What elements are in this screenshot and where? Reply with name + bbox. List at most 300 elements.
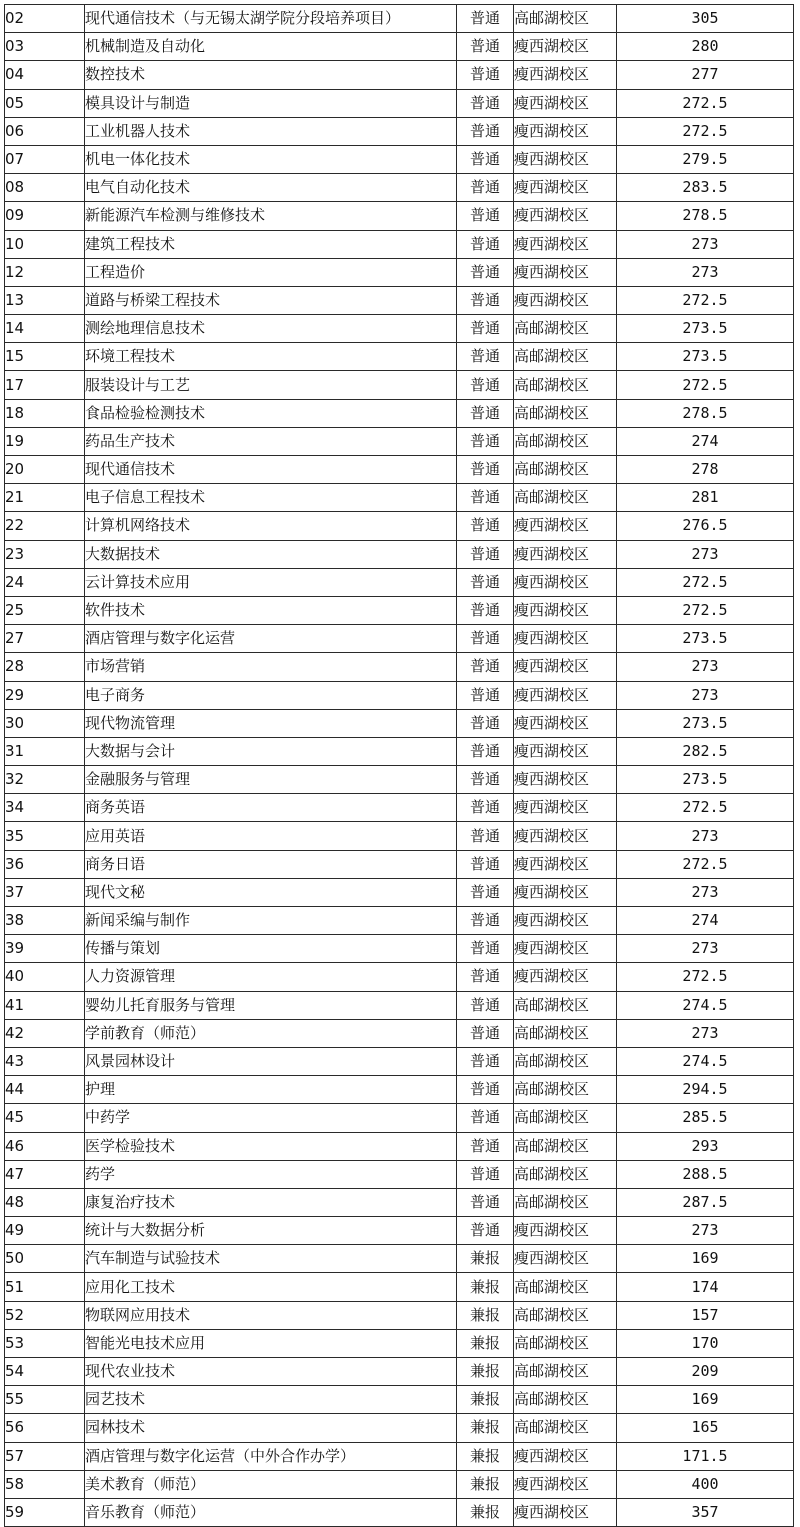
table-row: [5, 145, 794, 173]
admission-type-cell: 普通: [457, 117, 514, 145]
major-name-cell: 现代农业技术: [85, 1358, 457, 1386]
score-cell: 273.5: [617, 343, 794, 371]
admission-type-cell: 普通: [457, 681, 514, 709]
admission-type-cell: 普通: [457, 822, 514, 850]
campus-cell: 高邮湖校区: [514, 399, 617, 427]
campus-cell: 高邮湖校区: [514, 1047, 617, 1075]
major-code-cell: 41: [5, 991, 85, 1019]
score-cell: 272.5: [617, 568, 794, 596]
score-cell: 272.5: [617, 117, 794, 145]
admission-type-cell: 普通: [457, 512, 514, 540]
campus-cell: 高邮湖校区: [514, 1188, 617, 1216]
campus-cell: 瘦西湖校区: [514, 202, 617, 230]
campus-cell: 高邮湖校区: [514, 343, 617, 371]
table-body: [5, 5, 794, 1527]
table-row: [5, 681, 794, 709]
admission-type-cell: 普通: [457, 1132, 514, 1160]
campus-cell: 高邮湖校区: [514, 315, 617, 343]
admission-type-cell: 普通: [457, 343, 514, 371]
major-code-cell: 06: [5, 117, 85, 145]
table-row: [5, 315, 794, 343]
major-name-cell: 商务英语: [85, 794, 457, 822]
major-name-cell: 大数据与会计: [85, 737, 457, 765]
campus-cell: 高邮湖校区: [514, 1329, 617, 1357]
admission-type-cell: 兼报: [457, 1470, 514, 1498]
major-code-cell: 23: [5, 540, 85, 568]
table-row: [5, 1217, 794, 1245]
major-code-cell: 37: [5, 878, 85, 906]
score-cell: 272.5: [617, 794, 794, 822]
major-name-cell: 应用英语: [85, 822, 457, 850]
table-row: [5, 512, 794, 540]
major-name-cell: 中药学: [85, 1104, 457, 1132]
table-row: [5, 1470, 794, 1498]
major-name-cell: 物联网应用技术: [85, 1301, 457, 1329]
major-name-cell: 测绘地理信息技术: [85, 315, 457, 343]
major-code-cell: 42: [5, 1019, 85, 1047]
score-cell: 209: [617, 1358, 794, 1386]
major-name-cell: 现代物流管理: [85, 709, 457, 737]
major-name-cell: 数控技术: [85, 61, 457, 89]
major-name-cell: 机械制造及自动化: [85, 33, 457, 61]
major-name-cell: 食品检验检测技术: [85, 399, 457, 427]
campus-cell: 瘦西湖校区: [514, 89, 617, 117]
major-code-cell: 12: [5, 258, 85, 286]
campus-cell: 瘦西湖校区: [514, 117, 617, 145]
major-code-cell: 09: [5, 202, 85, 230]
campus-cell: 瘦西湖校区: [514, 766, 617, 794]
major-code-cell: 24: [5, 568, 85, 596]
campus-cell: 瘦西湖校区: [514, 258, 617, 286]
major-name-cell: 传播与策划: [85, 935, 457, 963]
score-cell: 278.5: [617, 202, 794, 230]
admission-type-cell: 兼报: [457, 1414, 514, 1442]
campus-cell: 高邮湖校区: [514, 1076, 617, 1104]
major-code-cell: 04: [5, 61, 85, 89]
major-code-cell: 43: [5, 1047, 85, 1075]
major-code-cell: 40: [5, 963, 85, 991]
table-row: [5, 371, 794, 399]
major-code-cell: 15: [5, 343, 85, 371]
table-row: [5, 794, 794, 822]
admission-type-cell: 普通: [457, 596, 514, 624]
score-cell: 169: [617, 1386, 794, 1414]
major-code-cell: 07: [5, 145, 85, 173]
major-code-cell: 44: [5, 1076, 85, 1104]
score-cell: 272.5: [617, 286, 794, 314]
major-code-cell: 32: [5, 766, 85, 794]
table-row: [5, 33, 794, 61]
major-name-cell: 环境工程技术: [85, 343, 457, 371]
major-code-cell: 54: [5, 1358, 85, 1386]
admission-type-cell: 兼报: [457, 1442, 514, 1470]
major-code-cell: 25: [5, 596, 85, 624]
major-name-cell: 美术教育（师范）: [85, 1470, 457, 1498]
major-name-cell: 计算机网络技术: [85, 512, 457, 540]
campus-cell: 瘦西湖校区: [514, 794, 617, 822]
admission-type-cell: 普通: [457, 568, 514, 596]
admission-type-cell: 普通: [457, 1188, 514, 1216]
major-code-cell: 56: [5, 1414, 85, 1442]
score-cell: 293: [617, 1132, 794, 1160]
score-cell: 277: [617, 61, 794, 89]
major-code-cell: 08: [5, 174, 85, 202]
table-row: [5, 230, 794, 258]
score-cell: 287.5: [617, 1188, 794, 1216]
score-cell: 273: [617, 935, 794, 963]
table-row: [5, 1019, 794, 1047]
score-cell: 272.5: [617, 89, 794, 117]
campus-cell: 瘦西湖校区: [514, 512, 617, 540]
table-row: [5, 1047, 794, 1075]
major-name-cell: 音乐教育（师范）: [85, 1498, 457, 1526]
major-code-cell: 20: [5, 456, 85, 484]
campus-cell: 高邮湖校区: [514, 456, 617, 484]
table-row: [5, 1160, 794, 1188]
major-code-cell: 59: [5, 1498, 85, 1526]
table-row: [5, 1358, 794, 1386]
admission-type-cell: 兼报: [457, 1273, 514, 1301]
score-cell: 273: [617, 1217, 794, 1245]
table-row: [5, 878, 794, 906]
score-cell: 280: [617, 33, 794, 61]
campus-cell: 高邮湖校区: [514, 1414, 617, 1442]
admission-type-cell: 普通: [457, 399, 514, 427]
table-row: [5, 850, 794, 878]
admission-type-cell: 普通: [457, 850, 514, 878]
score-cell: 279.5: [617, 145, 794, 173]
major-code-cell: 05: [5, 89, 85, 117]
score-cell: 273: [617, 258, 794, 286]
major-name-cell: 汽车制造与试验技术: [85, 1245, 457, 1273]
score-cell: 273: [617, 878, 794, 906]
major-code-cell: 28: [5, 653, 85, 681]
table-row: [5, 1442, 794, 1470]
score-cell: 294.5: [617, 1076, 794, 1104]
score-cell: 273: [617, 230, 794, 258]
table-row: [5, 1188, 794, 1216]
campus-cell: 瘦西湖校区: [514, 61, 617, 89]
major-name-cell: 新闻采编与制作: [85, 907, 457, 935]
major-code-cell: 57: [5, 1442, 85, 1470]
admission-type-cell: 普通: [457, 1047, 514, 1075]
admission-type-cell: 普通: [457, 1076, 514, 1104]
score-cell: 288.5: [617, 1160, 794, 1188]
major-name-cell: 现代通信技术: [85, 456, 457, 484]
major-code-cell: 02: [5, 5, 85, 33]
campus-cell: 瘦西湖校区: [514, 1442, 617, 1470]
major-code-cell: 35: [5, 822, 85, 850]
score-cell: 283.5: [617, 174, 794, 202]
major-name-cell: 药品生产技术: [85, 427, 457, 455]
table-row: [5, 258, 794, 286]
major-name-cell: 服装设计与工艺: [85, 371, 457, 399]
campus-cell: 瘦西湖校区: [514, 145, 617, 173]
major-name-cell: 金融服务与管理: [85, 766, 457, 794]
campus-cell: 瘦西湖校区: [514, 878, 617, 906]
major-name-cell: 园艺技术: [85, 1386, 457, 1414]
major-name-cell: 应用化工技术: [85, 1273, 457, 1301]
campus-cell: 高邮湖校区: [514, 1104, 617, 1132]
score-cell: 282.5: [617, 737, 794, 765]
campus-cell: 高邮湖校区: [514, 371, 617, 399]
campus-cell: 高邮湖校区: [514, 1301, 617, 1329]
major-code-cell: 50: [5, 1245, 85, 1273]
major-name-cell: 药学: [85, 1160, 457, 1188]
admission-score-table: [4, 4, 794, 1527]
score-cell: 273.5: [617, 315, 794, 343]
score-cell: 278.5: [617, 399, 794, 427]
campus-cell: 高邮湖校区: [514, 1273, 617, 1301]
major-code-cell: 13: [5, 286, 85, 314]
table-row: [5, 1414, 794, 1442]
major-name-cell: 现代文秘: [85, 878, 457, 906]
major-code-cell: 10: [5, 230, 85, 258]
major-code-cell: 36: [5, 850, 85, 878]
score-cell: 272.5: [617, 596, 794, 624]
major-name-cell: 园林技术: [85, 1414, 457, 1442]
table-row: [5, 1329, 794, 1357]
major-name-cell: 工程造价: [85, 258, 457, 286]
score-cell: 273: [617, 540, 794, 568]
table-row: [5, 1498, 794, 1526]
score-cell: 281: [617, 484, 794, 512]
admission-type-cell: 普通: [457, 371, 514, 399]
major-code-cell: 19: [5, 427, 85, 455]
admission-type-cell: 普通: [457, 963, 514, 991]
table-row: [5, 202, 794, 230]
major-name-cell: 医学检验技术: [85, 1132, 457, 1160]
major-name-cell: 大数据技术: [85, 540, 457, 568]
admission-type-cell: 普通: [457, 33, 514, 61]
score-cell: 273.5: [617, 709, 794, 737]
score-cell: 272.5: [617, 371, 794, 399]
table-row: [5, 540, 794, 568]
major-code-cell: 52: [5, 1301, 85, 1329]
score-cell: 165: [617, 1414, 794, 1442]
table-row: [5, 625, 794, 653]
score-cell: 171.5: [617, 1442, 794, 1470]
campus-cell: 高邮湖校区: [514, 1019, 617, 1047]
major-code-cell: 03: [5, 33, 85, 61]
major-name-cell: 道路与桥梁工程技术: [85, 286, 457, 314]
major-name-cell: 统计与大数据分析: [85, 1217, 457, 1245]
table-row: [5, 89, 794, 117]
major-code-cell: 49: [5, 1217, 85, 1245]
table-row: [5, 568, 794, 596]
admission-type-cell: 普通: [457, 315, 514, 343]
score-cell: 273.5: [617, 625, 794, 653]
admission-type-cell: 普通: [457, 653, 514, 681]
campus-cell: 瘦西湖校区: [514, 596, 617, 624]
major-name-cell: 市场营销: [85, 653, 457, 681]
table-row: [5, 596, 794, 624]
table-row: [5, 766, 794, 794]
table-row: [5, 1386, 794, 1414]
campus-cell: 瘦西湖校区: [514, 907, 617, 935]
score-cell: 305: [617, 5, 794, 33]
admission-type-cell: 普通: [457, 258, 514, 286]
campus-cell: 瘦西湖校区: [514, 935, 617, 963]
score-cell: 285.5: [617, 1104, 794, 1132]
table-row: [5, 822, 794, 850]
admission-type-cell: 普通: [457, 1104, 514, 1132]
campus-cell: 瘦西湖校区: [514, 540, 617, 568]
table-row: [5, 991, 794, 1019]
table-row: [5, 1104, 794, 1132]
table-row: [5, 484, 794, 512]
score-cell: 170: [617, 1329, 794, 1357]
admission-type-cell: 普通: [457, 202, 514, 230]
table-row: [5, 286, 794, 314]
major-name-cell: 新能源汽车检测与维修技术: [85, 202, 457, 230]
major-name-cell: 商务日语: [85, 850, 457, 878]
admission-type-cell: 兼报: [457, 1245, 514, 1273]
campus-cell: 瘦西湖校区: [514, 709, 617, 737]
admission-type-cell: 兼报: [457, 1329, 514, 1357]
major-code-cell: 46: [5, 1132, 85, 1160]
table-row: [5, 174, 794, 202]
table-row: [5, 427, 794, 455]
admission-type-cell: 普通: [457, 935, 514, 963]
major-code-cell: 45: [5, 1104, 85, 1132]
table-row: [5, 1273, 794, 1301]
major-name-cell: 模具设计与制造: [85, 89, 457, 117]
table-row: [5, 963, 794, 991]
table-row: [5, 1301, 794, 1329]
major-code-cell: 30: [5, 709, 85, 737]
major-code-cell: 38: [5, 907, 85, 935]
major-code-cell: 55: [5, 1386, 85, 1414]
score-cell: 274.5: [617, 1047, 794, 1075]
admission-type-cell: 普通: [457, 737, 514, 765]
campus-cell: 瘦西湖校区: [514, 174, 617, 202]
score-cell: 273: [617, 681, 794, 709]
table-row: [5, 653, 794, 681]
campus-cell: 高邮湖校区: [514, 1132, 617, 1160]
admission-type-cell: 普通: [457, 766, 514, 794]
campus-cell: 瘦西湖校区: [514, 1470, 617, 1498]
score-cell: 274.5: [617, 991, 794, 1019]
table-row: [5, 117, 794, 145]
campus-cell: 瘦西湖校区: [514, 737, 617, 765]
major-code-cell: 39: [5, 935, 85, 963]
major-name-cell: 云计算技术应用: [85, 568, 457, 596]
table-row: [5, 5, 794, 33]
major-name-cell: 现代通信技术（与无锡太湖学院分段培养项目）: [85, 5, 457, 33]
major-code-cell: 18: [5, 399, 85, 427]
campus-cell: 高邮湖校区: [514, 427, 617, 455]
table-row: [5, 1132, 794, 1160]
major-name-cell: 电气自动化技术: [85, 174, 457, 202]
score-cell: 276.5: [617, 512, 794, 540]
major-code-cell: 27: [5, 625, 85, 653]
campus-cell: 高邮湖校区: [514, 484, 617, 512]
campus-cell: 高邮湖校区: [514, 1386, 617, 1414]
table-row: [5, 1076, 794, 1104]
major-name-cell: 电子信息工程技术: [85, 484, 457, 512]
major-code-cell: 47: [5, 1160, 85, 1188]
major-name-cell: 婴幼儿托育服务与管理: [85, 991, 457, 1019]
major-code-cell: 31: [5, 737, 85, 765]
admission-type-cell: 兼报: [457, 1386, 514, 1414]
score-cell: 273: [617, 1019, 794, 1047]
admission-type-cell: 普通: [457, 709, 514, 737]
table-row: [5, 399, 794, 427]
major-code-cell: 14: [5, 315, 85, 343]
admission-type-cell: 普通: [457, 174, 514, 202]
admission-type-cell: 普通: [457, 61, 514, 89]
major-name-cell: 电子商务: [85, 681, 457, 709]
campus-cell: 高邮湖校区: [514, 991, 617, 1019]
table-row: [5, 456, 794, 484]
admission-type-cell: 普通: [457, 1217, 514, 1245]
campus-cell: 瘦西湖校区: [514, 822, 617, 850]
campus-cell: 高邮湖校区: [514, 5, 617, 33]
score-cell: 400: [617, 1470, 794, 1498]
table-row: [5, 61, 794, 89]
table-row: [5, 343, 794, 371]
major-code-cell: 34: [5, 794, 85, 822]
admission-type-cell: 普通: [457, 991, 514, 1019]
major-code-cell: 48: [5, 1188, 85, 1216]
admission-type-cell: 普通: [457, 456, 514, 484]
major-name-cell: 软件技术: [85, 596, 457, 624]
table-row: [5, 935, 794, 963]
admission-type-cell: 兼报: [457, 1498, 514, 1526]
major-name-cell: 酒店管理与数字化运营: [85, 625, 457, 653]
score-cell: 274: [617, 907, 794, 935]
score-cell: 169: [617, 1245, 794, 1273]
score-cell: 273: [617, 822, 794, 850]
campus-cell: 瘦西湖校区: [514, 1245, 617, 1273]
admission-type-cell: 普通: [457, 5, 514, 33]
campus-cell: 瘦西湖校区: [514, 568, 617, 596]
score-cell: 274: [617, 427, 794, 455]
campus-cell: 瘦西湖校区: [514, 1498, 617, 1526]
admission-type-cell: 普通: [457, 286, 514, 314]
campus-cell: 瘦西湖校区: [514, 33, 617, 61]
score-cell: 272.5: [617, 850, 794, 878]
campus-cell: 瘦西湖校区: [514, 1217, 617, 1245]
major-name-cell: 智能光电技术应用: [85, 1329, 457, 1357]
admission-type-cell: 兼报: [457, 1301, 514, 1329]
table-row: [5, 709, 794, 737]
admission-type-cell: 普通: [457, 427, 514, 455]
major-name-cell: 工业机器人技术: [85, 117, 457, 145]
major-code-cell: 22: [5, 512, 85, 540]
score-cell: 278: [617, 456, 794, 484]
major-name-cell: 建筑工程技术: [85, 230, 457, 258]
score-cell: 157: [617, 1301, 794, 1329]
campus-cell: 高邮湖校区: [514, 1358, 617, 1386]
major-name-cell: 康复治疗技术: [85, 1188, 457, 1216]
major-name-cell: 人力资源管理: [85, 963, 457, 991]
score-cell: 174: [617, 1273, 794, 1301]
admission-type-cell: 普通: [457, 89, 514, 117]
campus-cell: 瘦西湖校区: [514, 625, 617, 653]
admission-type-cell: 普通: [457, 484, 514, 512]
major-name-cell: 机电一体化技术: [85, 145, 457, 173]
admission-type-cell: 普通: [457, 907, 514, 935]
campus-cell: 瘦西湖校区: [514, 850, 617, 878]
campus-cell: 瘦西湖校区: [514, 286, 617, 314]
table-row: [5, 1245, 794, 1273]
major-name-cell: 学前教育（师范）: [85, 1019, 457, 1047]
major-code-cell: 21: [5, 484, 85, 512]
admission-type-cell: 普通: [457, 878, 514, 906]
major-code-cell: 58: [5, 1470, 85, 1498]
